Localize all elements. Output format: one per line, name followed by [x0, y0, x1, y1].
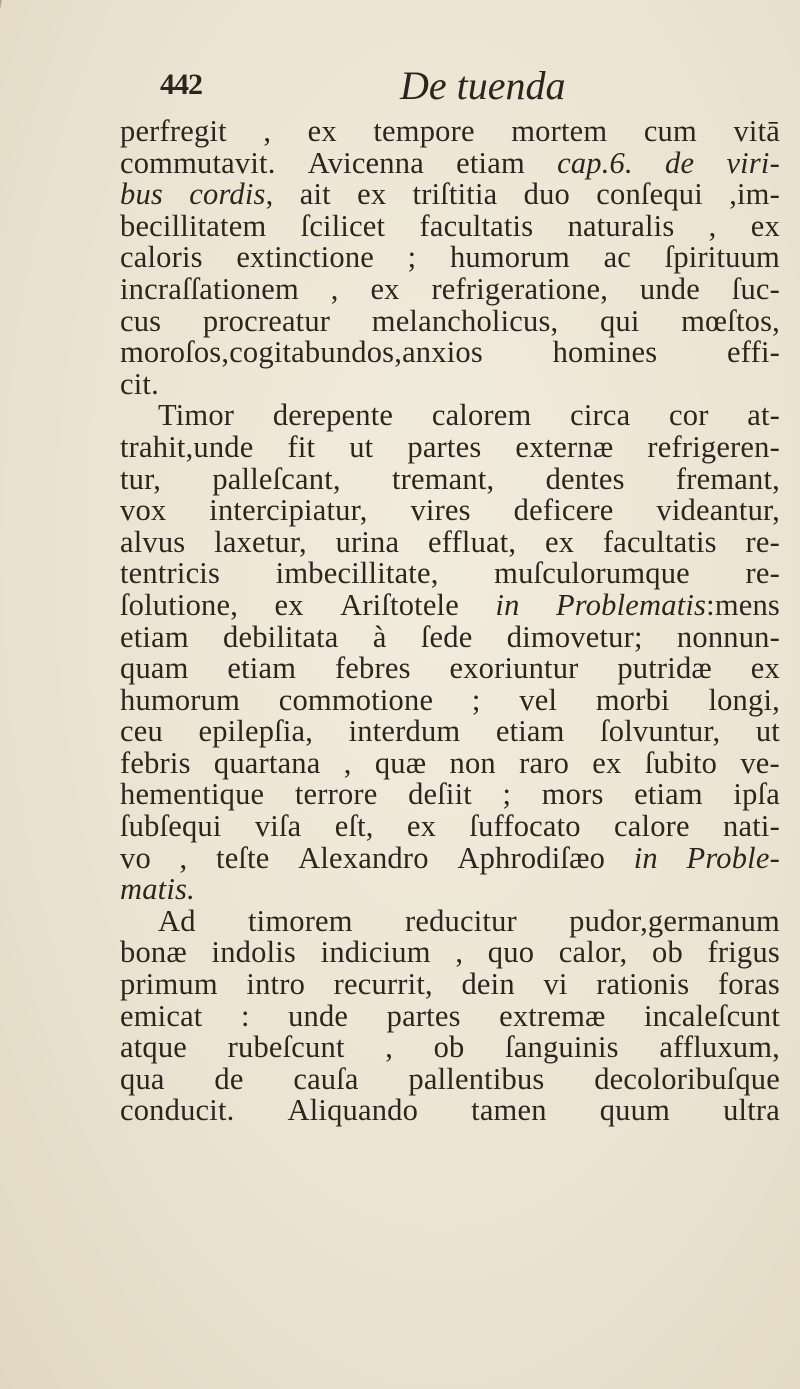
text-line	[120, 716, 780, 748]
word: ſede	[420, 619, 473, 654]
word: perfregit	[120, 114, 227, 148]
text-line	[120, 653, 780, 685]
word: conſequi	[596, 177, 703, 212]
word: ,	[455, 935, 464, 970]
word: vires	[410, 493, 471, 528]
word: melancholicus,	[371, 303, 559, 338]
word: bus	[120, 177, 163, 212]
word: ex	[750, 651, 780, 686]
word: terrore	[294, 777, 378, 812]
word: trahit,unde	[120, 429, 254, 464]
word: hementique	[120, 777, 265, 812]
word: ;	[407, 240, 417, 275]
text-line	[120, 937, 780, 969]
word: ob	[433, 1030, 465, 1065]
word: fremant,	[675, 461, 780, 496]
word: tempore	[373, 114, 475, 148]
word: quo	[487, 935, 535, 970]
word: ob	[652, 935, 683, 970]
body-text	[120, 116, 780, 1127]
word: cap.6.	[557, 145, 633, 180]
word: ;	[471, 682, 481, 717]
word: muſculorumque	[494, 556, 690, 591]
word: ,	[179, 840, 188, 875]
text-line	[120, 145, 780, 180]
word: in	[633, 840, 658, 875]
word: quum	[599, 1093, 671, 1128]
word: indolis	[211, 935, 296, 970]
word: ex	[307, 114, 337, 148]
word: procreatur	[202, 303, 331, 338]
word: mortem	[511, 114, 608, 148]
word: caloris	[120, 240, 203, 275]
word: vox	[120, 493, 167, 528]
text-line	[120, 179, 780, 211]
word: commutavit.	[120, 145, 276, 180]
word: calor,	[558, 935, 628, 970]
word: Problematis:mens	[555, 587, 780, 622]
text-line	[120, 366, 780, 401]
text-line	[120, 271, 780, 306]
word: unde	[639, 271, 700, 306]
word: Timor	[158, 398, 235, 433]
word: recurrit,	[333, 967, 433, 1002]
text-line	[120, 903, 780, 938]
word: ut	[349, 429, 374, 464]
word: mœſtos,	[681, 303, 780, 338]
word: debilitata	[223, 619, 339, 654]
text-line	[120, 779, 780, 811]
word: ceu	[120, 714, 163, 749]
word: laxetur,	[214, 524, 307, 559]
page-number: 442	[160, 68, 202, 101]
word: quam	[120, 651, 189, 686]
word: foras	[717, 967, 780, 1002]
word: ,	[330, 271, 339, 306]
word: quæ	[374, 745, 427, 780]
word: extremæ	[499, 998, 606, 1033]
word: ,	[263, 114, 272, 148]
text-line	[120, 619, 780, 654]
word: dentes	[545, 461, 625, 496]
text-line	[120, 811, 780, 843]
word: cor	[669, 398, 709, 433]
word: Proble-	[686, 840, 780, 875]
word: nati-	[723, 809, 780, 844]
word: facultatis	[419, 208, 534, 243]
word: decoloribuſque	[594, 1061, 780, 1096]
word: reducitur	[405, 903, 517, 938]
word: duo	[523, 177, 570, 212]
word: re-	[745, 524, 780, 559]
word: conducit.	[120, 1093, 235, 1128]
word: etiam	[227, 651, 297, 686]
word: tentricis	[120, 556, 221, 591]
word: facultatis	[602, 524, 717, 559]
word: ait	[299, 177, 331, 212]
word: epilepſia,	[198, 714, 314, 749]
word: circa	[570, 398, 631, 433]
word: de	[214, 1061, 244, 1096]
word: alvus	[120, 524, 186, 559]
word: mors	[541, 777, 604, 812]
page-edge-mark	[0, 0, 2, 88]
word: teſte	[216, 840, 270, 875]
word: ;	[502, 777, 512, 812]
text-line	[120, 461, 780, 496]
word: etiam	[456, 145, 525, 180]
word: at-	[747, 398, 780, 433]
text-line	[120, 558, 780, 590]
word: incraſſationem	[120, 271, 299, 306]
word: ultra	[723, 1093, 780, 1128]
word: extinctione	[236, 240, 375, 275]
word: ſubſequi	[120, 809, 222, 844]
word: ex	[592, 745, 622, 780]
word: frigus	[707, 935, 780, 970]
word: ipſa	[733, 777, 780, 812]
word: vel	[519, 682, 558, 717]
word: cum	[643, 114, 697, 148]
text-line	[120, 495, 780, 527]
word: calore	[614, 809, 690, 844]
word: viſa	[254, 809, 302, 844]
text-line	[120, 1061, 780, 1096]
word: cordis,	[189, 177, 274, 212]
word: nonnun-	[676, 619, 780, 654]
word: re-	[745, 556, 780, 591]
word: ex	[274, 587, 304, 622]
word: morbi	[595, 682, 670, 717]
word: intro	[246, 967, 306, 1002]
word: etiam	[120, 619, 189, 654]
word: quartana	[213, 745, 321, 780]
word: vo	[120, 840, 151, 875]
word: ſolvuntur,	[600, 714, 721, 749]
text-line	[120, 998, 780, 1033]
word: ſpirituum	[664, 240, 780, 275]
word: etiam	[495, 714, 565, 749]
text-line	[120, 303, 780, 338]
word: putridæ	[617, 651, 712, 686]
word: ,	[343, 745, 352, 780]
word: partes	[407, 429, 482, 464]
word: incaleſcunt	[644, 998, 780, 1033]
text-line	[120, 524, 780, 559]
page-header	[160, 63, 660, 118]
word: interdum	[348, 714, 461, 749]
word: ,	[708, 208, 717, 243]
word: fit	[287, 429, 316, 464]
word: videantur,	[656, 493, 780, 528]
word: ſolutione,	[120, 587, 239, 622]
word: tremant,	[391, 461, 495, 496]
text-line	[120, 1032, 780, 1064]
text-line	[120, 337, 780, 369]
word: ſuc-	[731, 271, 780, 306]
word: cauſa	[293, 1061, 359, 1096]
text-line	[120, 116, 780, 148]
word: commotione	[278, 682, 434, 717]
word: ex	[406, 809, 437, 844]
word: cit.	[120, 366, 159, 401]
word: becillitatem	[120, 208, 267, 243]
word: effi-	[727, 335, 780, 370]
word: tamen	[471, 1093, 547, 1128]
word: primum	[120, 967, 218, 1002]
word: Avicenna	[307, 145, 424, 180]
text-line	[120, 682, 780, 717]
word: externæ	[515, 429, 614, 464]
word: vi	[543, 967, 568, 1002]
word: ex	[357, 177, 387, 212]
word: partes	[386, 998, 461, 1033]
word: in	[495, 587, 520, 622]
text-line	[120, 969, 780, 1001]
text-line	[120, 242, 780, 274]
word: febris	[120, 745, 191, 780]
word: longi,	[708, 682, 780, 717]
word: ſcilicet	[300, 208, 386, 243]
word: ,	[385, 1030, 394, 1065]
word: emicat	[120, 998, 203, 1033]
word: urina	[335, 524, 400, 559]
word: bonæ	[120, 935, 187, 970]
word: dimovetur;	[506, 619, 643, 654]
word: effluat,	[428, 524, 517, 559]
word: derepente	[272, 398, 394, 433]
word: ut	[755, 714, 780, 749]
word: etiam	[634, 777, 703, 812]
word: refrigeratione,	[431, 271, 609, 306]
word: homines	[552, 335, 658, 370]
word: palleſcant,	[212, 461, 341, 496]
word: matis.	[120, 872, 195, 907]
text-line	[120, 840, 780, 875]
word: ex	[370, 271, 400, 306]
word: indicium	[320, 935, 431, 970]
text-line	[120, 587, 780, 622]
word: vitā	[733, 114, 780, 148]
word: ex	[750, 208, 780, 243]
word: tur,	[120, 461, 162, 496]
word: Ad	[158, 903, 196, 938]
word: ve-	[740, 745, 780, 780]
word: cus	[120, 303, 162, 338]
word: Aliquando	[287, 1093, 419, 1128]
word: dein	[461, 967, 515, 1002]
word: febres	[334, 651, 411, 686]
word: moroſos,cogitabundos,anxios	[120, 335, 483, 370]
word: unde	[288, 998, 349, 1033]
word: atque	[120, 1030, 188, 1065]
word: non	[449, 745, 496, 780]
word: qua	[120, 1061, 165, 1096]
text-line	[120, 874, 780, 906]
word: ſuffocato	[469, 809, 581, 844]
text-line	[120, 208, 780, 243]
word: eſt,	[334, 809, 374, 844]
text-line	[120, 745, 780, 780]
word: deſiit	[408, 777, 472, 812]
word: raro	[519, 745, 570, 780]
word: ac	[603, 240, 632, 275]
text-line	[120, 400, 780, 432]
word: viri-	[726, 145, 780, 180]
word: à	[372, 619, 387, 654]
word: Ariſtotele	[340, 587, 459, 622]
word: rationis	[596, 967, 690, 1002]
text-line	[120, 429, 780, 464]
word: ſubito	[644, 745, 718, 780]
word: rubeſcunt	[227, 1030, 345, 1065]
word: naturalis	[567, 208, 675, 243]
word: exoriuntur	[449, 651, 579, 686]
running-title: De tuenda	[400, 63, 566, 108]
word: :	[240, 998, 250, 1033]
word: calorem	[431, 398, 532, 433]
word: Alexandro	[298, 840, 429, 875]
word: intercipiatur,	[209, 493, 368, 528]
word: Aphrodiſæo	[457, 840, 606, 875]
word: pallentibus	[408, 1061, 545, 1096]
word: triſtitia	[412, 177, 498, 212]
word: qui	[599, 303, 640, 338]
word: ſanguinis	[505, 1030, 619, 1065]
word: ex	[545, 524, 575, 559]
word: de	[665, 145, 695, 180]
word: pudor,germanum	[569, 903, 780, 938]
word: deficere	[513, 493, 614, 528]
text-line	[120, 1095, 780, 1127]
word: humorum	[120, 682, 241, 717]
word: humorum	[449, 240, 570, 275]
word: timorem	[247, 903, 353, 938]
word: affluxum,	[659, 1030, 780, 1065]
word: imbecillitate,	[275, 556, 439, 591]
word: ,im-	[729, 177, 780, 212]
word: refrigeren-	[647, 429, 780, 464]
